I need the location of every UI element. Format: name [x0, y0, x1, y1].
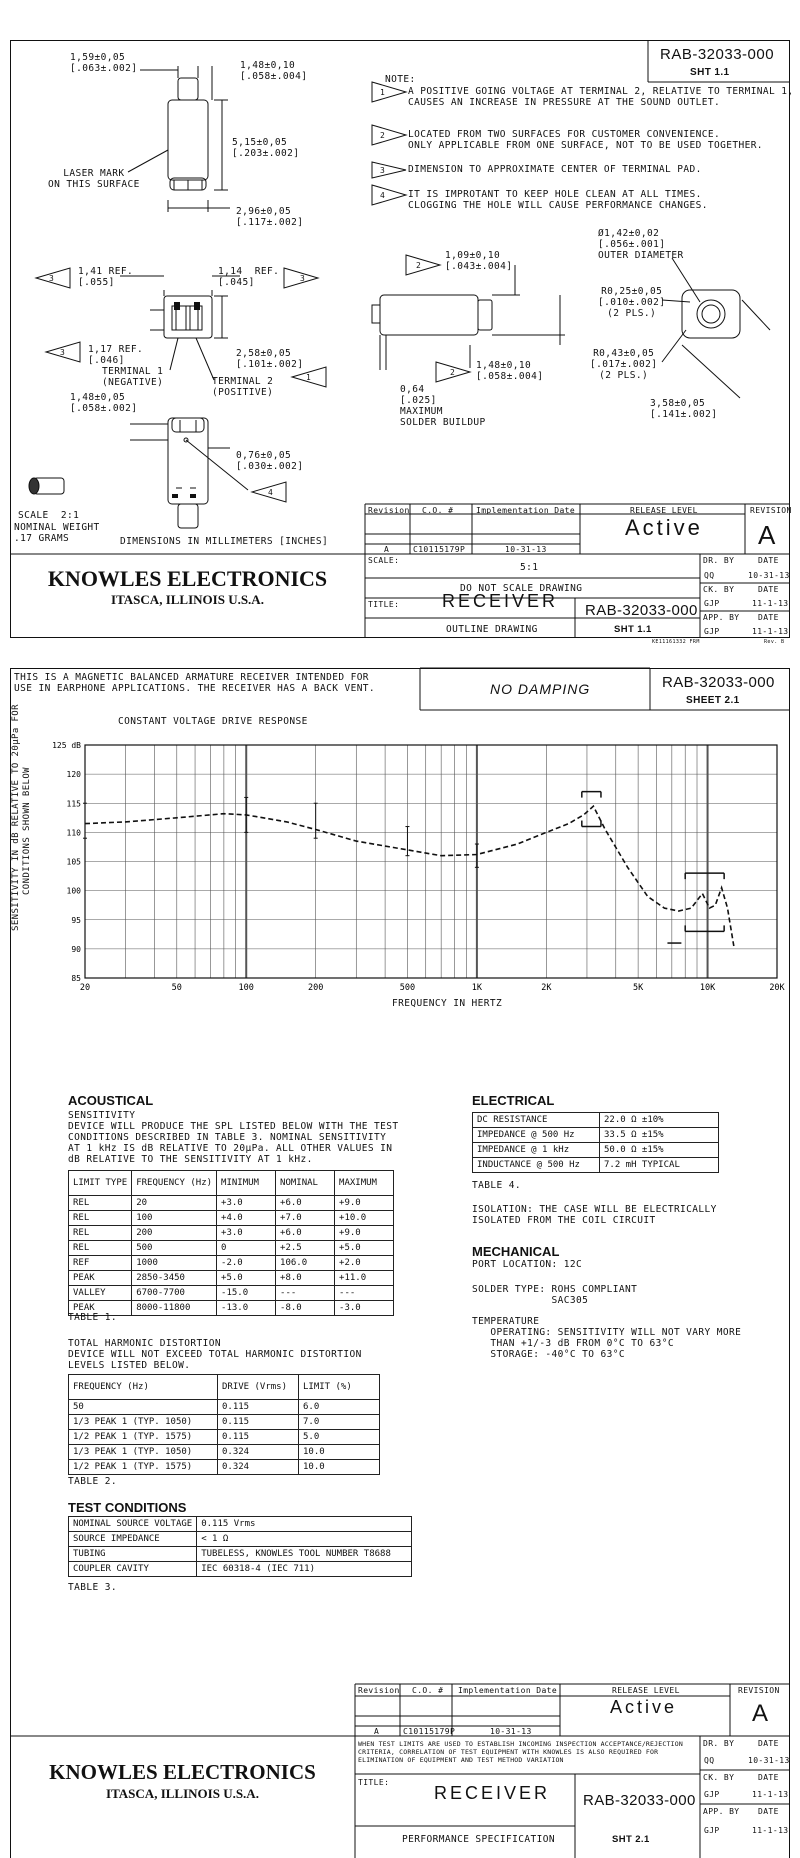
t1-cell: 20 [132, 1196, 217, 1211]
t1-h-min: MINIMUM [217, 1171, 276, 1196]
t1-cell: -15.0 [217, 1286, 276, 1301]
t1-cell: +5.0 [217, 1271, 276, 1286]
sheet2-title-sheet: SHT 2.1 [612, 1834, 650, 1845]
rev-header-date: Implementation Date [476, 506, 576, 515]
checked-by-name: GJP [704, 599, 720, 608]
t4-cell: DC RESISTANCE [473, 1113, 600, 1128]
x-tick-label: 100 [238, 983, 254, 993]
note-1-num: 1 [380, 88, 386, 97]
t1-cell: +8.0 [276, 1271, 335, 1286]
dim-13: 0,64 [.025] MAXIMUM SOLDER BUILDUP [400, 384, 486, 428]
t1-cell: -3.0 [335, 1301, 394, 1316]
t2-cell: 0.324 [218, 1460, 299, 1475]
t1-cell: +11.0 [335, 1271, 394, 1286]
t4-cell: INDUCTANCE @ 500 Hz [473, 1158, 600, 1173]
y-tick-label: 95 [71, 915, 81, 925]
test-conditions-heading: TEST CONDITIONS [68, 1500, 187, 1515]
dim-2: 1,48±0,10 [.058±.004] [240, 60, 308, 82]
s2-checked-by-date: 11-1-13 [752, 1790, 789, 1799]
t1-cell: REL [69, 1241, 132, 1256]
x-tick-label: 5K [632, 983, 644, 993]
t2-row [69, 1460, 380, 1475]
dim-14: Ø1,42±0,02 [.056±.001] OUTER DIAMETER [598, 228, 684, 261]
table-2-caption: TABLE 2. [68, 1476, 117, 1487]
x-tick-label: 500 [399, 983, 416, 993]
dim-7: 1,17 REF. [.046] [88, 344, 144, 366]
t2-cell: 50 [69, 1400, 218, 1415]
rev-header-co: C.O. # [422, 506, 454, 515]
approved-by-date: 11-1-13 [752, 627, 789, 636]
t1-row [69, 1226, 394, 1241]
y-tick-label: 110 [66, 828, 81, 838]
t2-row [69, 1415, 380, 1430]
s2-release-value: Active [610, 1697, 678, 1717]
s2-drawn-by-date: 10-31-13 [748, 1756, 790, 1765]
t1-cell: REL [69, 1226, 132, 1241]
dim-4: 2,96±0,05 [.117±.002] [236, 206, 304, 228]
acoustical-desc: SENSITIVITY DEVICE WILL PRODUCE THE SPL LISTED BELOW WITH THE TEST CONDITIONS DESCRIBED IN TABLE 3. NOMINAL SENSITIVITY AT 1 kHz IS dB RELATIVE TO 20μPa. ALL OTHER VALUES IN dB RELATIVE TO THE SENSITIVITY AT 1 kHz. [68, 1110, 399, 1165]
x-tick-label: 20K [769, 983, 785, 993]
s2-checked-by-date-label: DATE [758, 1773, 779, 1782]
t3-cell: COUPLER CAVITY [69, 1562, 197, 1577]
t4-cell: 50.0 Ω ±15% [600, 1143, 719, 1158]
approved-by-role: APP. BY [703, 613, 740, 622]
t1-cell: REL [69, 1196, 132, 1211]
form-ref: KE11161332 FRM [652, 639, 700, 645]
t1-cell: 0 [217, 1241, 276, 1256]
dim-17: 3,58±0,05 [.141±.002] [650, 398, 718, 420]
s2-rev-header-date: Implementation Date [458, 1686, 558, 1695]
sheet1-subtitle: OUTLINE DRAWING [446, 624, 538, 635]
rev-row-date: 10-31-13 [505, 545, 547, 554]
t1-cell: +6.0 [276, 1196, 335, 1211]
s2-rev-row-revision: A [374, 1727, 380, 1736]
t1-cell: +6.0 [276, 1226, 335, 1241]
t1-row [69, 1241, 394, 1256]
x-tick-label: 50 [171, 983, 182, 993]
t1-cell: 6700-7700 [132, 1286, 217, 1301]
table-3-caption: TABLE 3. [68, 1582, 117, 1593]
t1-cell: 200 [132, 1226, 217, 1241]
t4-row [473, 1158, 719, 1173]
tri-4: 4 [268, 488, 274, 497]
t1-cell: +5.0 [335, 1241, 394, 1256]
sheet2-subtitle: PERFORMANCE SPECIFICATION [402, 1834, 555, 1845]
checked-by-date-label: DATE [758, 585, 779, 594]
sheet1-title-sheet: SHT 1.1 [614, 624, 652, 635]
t2-cell: 10.0 [299, 1445, 380, 1460]
t1-cell: +9.0 [335, 1196, 394, 1211]
t3-row [69, 1532, 412, 1547]
drawn-by-name: QQ [704, 571, 715, 580]
table-1-caption: TABLE 1. [68, 1312, 117, 1323]
t2-cell: 0.115 [218, 1415, 299, 1430]
mechanical-heading: MECHANICAL [472, 1244, 560, 1259]
thd-desc: TOTAL HARMONIC DISTORTION DEVICE WILL NOT EXCEED TOTAL HARMONIC DISTORTION LEVELS LISTED BELOW. [68, 1338, 362, 1371]
chart-title: CONSTANT VOLTAGE DRIVE RESPONSE [118, 716, 308, 727]
isolation-note: ISOLATION: THE CASE WILL BE ELECTRICALLY ISOLATED FROM THE COIL CIRCUIT [472, 1204, 717, 1226]
checked-by-date: 11-1-13 [752, 599, 789, 608]
t2-h-limit: LIMIT (%) [299, 1375, 380, 1400]
t1-cell: +2.5 [276, 1241, 335, 1256]
t2-cell: 7.0 [299, 1415, 380, 1430]
laser-mark-label: LASER MARK ON THIS SURFACE [48, 168, 140, 190]
sheet2-company-location: ITASCA, ILLINOIS U.S.A. [106, 1786, 259, 1801]
sheet2-company-name: KNOWLES ELECTRONICS [49, 1760, 316, 1784]
table-4-caption: TABLE 4. [472, 1180, 521, 1191]
t2-cell: 0.324 [218, 1445, 299, 1460]
units-note: DIMENSIONS IN MILLIMETERS [INCHES] [120, 536, 329, 547]
t1-cell: 106.0 [276, 1256, 335, 1271]
sheet1-company-location: ITASCA, ILLINOIS U.S.A. [111, 592, 264, 607]
y-tick-label: 105 [66, 857, 81, 867]
t3-row [69, 1562, 412, 1577]
t1-cell: --- [335, 1286, 394, 1301]
sheet2-title: RECEIVER [434, 1783, 551, 1803]
port-location: PORT LOCATION: 12C [472, 1259, 583, 1270]
y-tick-label: 120 [66, 770, 81, 780]
test-limits-note: WHEN TEST LIMITS ARE USED TO ESTABLISH INCOMING INSPECTION ACCEPTANCE/REJECTION CRITERIA, CORRELATION OF TEST EQUIPMENT WITH KNOWLES IS ALSO REQUIRED FOR ELIMINATION OF EQUIPMENT AND TEST METHOD VARIATION [358, 1740, 683, 1764]
t4-cell: 33.5 Ω ±15% [600, 1128, 719, 1143]
s2-revision-value: A [752, 1700, 769, 1727]
t3-cell: < 1 Ω [197, 1532, 412, 1547]
t3-cell: TUBELESS, KNOWLES TOOL NUMBER T8688 [197, 1547, 412, 1562]
s2-revision-label: REVISION [738, 1686, 780, 1695]
dim-12: 1,48±0,10 [.058±.004] [476, 360, 544, 382]
t2-cell: 0.115 [218, 1400, 299, 1415]
t1-h-max: MAXIMUM [335, 1171, 394, 1196]
t1-cell: PEAK [69, 1301, 132, 1316]
s2-approved-by-date: 11-1-13 [752, 1826, 789, 1835]
s2-rev-header-co: C.O. # [412, 1686, 444, 1695]
approved-by-name: GJP [704, 627, 720, 636]
approved-by-date-label: DATE [758, 613, 779, 622]
chart-ylabel: SENSITIVITY IN dB RELATIVE TO 20μPa FOR CONDITIONS SHOWN BELOW [11, 704, 32, 931]
release-level-value: Active [625, 515, 703, 540]
revision-label: REVISION [750, 506, 792, 515]
drawn-by-role: DR. BY [703, 556, 735, 565]
dim-5: 1,41 REF. [.055] [78, 266, 134, 288]
note-3-num: 3 [380, 166, 386, 175]
t3-row [69, 1547, 412, 1562]
sheet2-sheet-label: SHEET 2.1 [686, 695, 740, 706]
s2-approved-by-role: APP. BY [703, 1807, 740, 1816]
s2-rev-row-date: 10-31-13 [490, 1727, 532, 1736]
t1-cell: REF [69, 1256, 132, 1271]
t2-cell: 1/2 PEAK 1 (TYP. 1575) [69, 1430, 218, 1445]
rev-row-co: C10115179P [413, 545, 466, 554]
note-2-num: 2 [380, 131, 386, 140]
s2-rev-header-revision: Revision [358, 1686, 400, 1695]
t4-cell: 22.0 Ω ±10% [600, 1113, 719, 1128]
y-tick-label: 85 [71, 974, 81, 983]
scale-label: SCALE: [368, 556, 400, 565]
t1-cell: 100 [132, 1211, 217, 1226]
s2-drawn-by-name: QQ [704, 1756, 715, 1765]
t4-row [473, 1113, 719, 1128]
scale-value: 5:1 [520, 562, 539, 573]
t1-cell: 8000-11800 [132, 1301, 217, 1316]
t1-row [69, 1256, 394, 1271]
t2-row [69, 1445, 380, 1460]
sheet1-title-docnum: RAB-32033-000 [585, 602, 698, 619]
x-tick-label: 20 [79, 983, 91, 993]
drawn-by-date-label: DATE [758, 556, 779, 565]
t3-cell: NOMINAL SOURCE VOLTAGE [69, 1517, 197, 1532]
s2-checked-by-role: CK. BY [703, 1773, 735, 1782]
note-4-text: IT IS IMPROTANT TO KEEP HOLE CLEAN AT ALL TIMES. CLOGGING THE HOLE WILL CAUSE PERFORMANCE CHANGES. [408, 189, 708, 211]
acoustical-heading: ACOUSTICAL [68, 1093, 154, 1108]
t4-cell: IMPEDANCE @ 1 kHz [473, 1143, 600, 1158]
table-3-test-conditions [68, 1516, 412, 1577]
dim-8: 2,58±0,05 [.101±.002] [236, 348, 304, 370]
t1-h-nom: NOMINAL [276, 1171, 335, 1196]
t4-cell: 7.2 mH TYPICAL [600, 1158, 719, 1173]
t1-cell: +9.0 [335, 1226, 394, 1241]
t1-cell: VALLEY [69, 1286, 132, 1301]
t1-cell: +7.0 [276, 1211, 335, 1226]
table-1-sensitivity [68, 1170, 394, 1316]
t2-h-drive: DRIVE (Vrms) [218, 1375, 299, 1400]
t2-cell: 1/3 PEAK 1 (TYP. 1050) [69, 1415, 218, 1430]
t2-cell: 6.0 [299, 1400, 380, 1415]
t1-row [69, 1286, 394, 1301]
t4-cell: IMPEDANCE @ 500 Hz [473, 1128, 600, 1143]
dim-10: 0,76±0,05 [.030±.002] [236, 450, 304, 472]
t1-cell: 500 [132, 1241, 217, 1256]
t3-cell: TUBING [69, 1547, 197, 1562]
rev-header-revision: Revision [368, 506, 410, 515]
x-tick-label: 10K [699, 983, 716, 993]
t2-cell: 5.0 [299, 1430, 380, 1445]
t1-h-freq: FREQUENCY (Hz) [132, 1171, 217, 1196]
dim-16: R0,43±0,05 [.017±.002] (2 PLS.) [590, 348, 658, 381]
note-1-text: A POSITIVE GOING VOLTAGE AT TERMINAL 2, RELATIVE TO TERMINAL 1, CAUSES AN INCREASE IN PRESSURE AT THE SOUND OUTLET. [408, 86, 794, 108]
y-tick-label: 125 dB [52, 741, 81, 750]
t1-row [69, 1196, 394, 1211]
x-tick-label: 1K [471, 983, 483, 993]
t1-cell: +3.0 [217, 1196, 276, 1211]
s2-checked-by-name: GJP [704, 1790, 720, 1799]
t1-cell: +4.0 [217, 1211, 276, 1226]
t2-cell: 0.115 [218, 1430, 299, 1445]
t2-row [69, 1400, 380, 1415]
sheet1-title: RECEIVER [442, 591, 559, 611]
t1-cell: +10.0 [335, 1211, 394, 1226]
rev-row-revision: A [384, 545, 390, 554]
tri-1: 1 [306, 373, 312, 382]
t2-cell: 1/3 PEAK 1 (TYP. 1050) [69, 1445, 218, 1460]
s2-approved-by-date-label: DATE [758, 1807, 779, 1816]
solder-type: SOLDER TYPE: ROHS COMPLIANT SAC305 [472, 1284, 638, 1306]
t2-row [69, 1430, 380, 1445]
t1-cell: -13.0 [217, 1301, 276, 1316]
s2-release-label: RELEASE LEVEL [612, 1686, 680, 1695]
x-tick-label: 2K [541, 983, 552, 993]
terminal-2-label: TERMINAL 2 (POSITIVE) [212, 376, 274, 398]
t1-row [69, 1211, 394, 1226]
dim-6: 1,14 REF. [.045] [218, 266, 280, 288]
t1-cell: 2850-3450 [132, 1271, 217, 1286]
t1-cell: PEAK [69, 1271, 132, 1286]
note-4-num: 4 [380, 191, 386, 200]
t1-cell: -2.0 [217, 1256, 276, 1271]
scale-note: SCALE 2:1 [18, 510, 80, 521]
tri-2a: 2 [416, 261, 422, 270]
t4-row [473, 1143, 719, 1158]
table-2-thd [68, 1374, 380, 1475]
t1-h-limit: LIMIT TYPE [69, 1171, 132, 1196]
y-tick-label: 115 [66, 799, 81, 809]
tri-3c: 3 [60, 348, 66, 357]
s2-rev-row-co: C10115179P [403, 1727, 456, 1736]
table-4-electrical [472, 1112, 719, 1173]
t1-cell: --- [276, 1286, 335, 1301]
t3-row [69, 1517, 412, 1532]
weight-note: NOMINAL WEIGHT .17 GRAMS [14, 522, 100, 544]
dim-1: 1,59±0,05 [.063±.002] [70, 52, 138, 74]
t1-cell: -8.0 [276, 1301, 335, 1316]
drawn-by-date: 10-31-13 [748, 571, 790, 580]
s2-title-label: TITLE: [358, 1778, 390, 1787]
s2-approved-by-name: GJP [704, 1826, 720, 1835]
s2-drawn-by-role: DR. BY [703, 1739, 735, 1748]
dim-9: 1,48±0,05 [.058±.002] [70, 392, 138, 414]
y-tick-label: 90 [71, 944, 81, 954]
sheet1-company-name: KNOWLES ELECTRONICS [47, 566, 328, 591]
sheet2-doc-number: RAB-32033-000 [662, 674, 775, 691]
y-tick-label: 100 [66, 886, 81, 896]
checked-by-role: CK. BY [703, 585, 735, 594]
x-tick-label: 200 [307, 983, 324, 993]
sheet2-intro: THIS IS A MAGNETIC BALANCED ARMATURE RECEIVER INTENDED FOR USE IN EARPHONE APPLICATIONS. THE RECEIVER HAS A BACK VENT. [14, 672, 376, 694]
temperature-spec: TEMPERATURE OPERATING: SENSITIVITY WILL NOT VARY MORE THAN +1/-3 dB FROM 0°C TO 63°C STORAGE: -40°C TO 63°C [472, 1316, 742, 1360]
t4-row [473, 1128, 719, 1143]
t2-cell: 1/2 PEAK 1 (TYP. 1575) [69, 1460, 218, 1475]
terminal-1-label: TERMINAL 1 (NEGATIVE) [102, 366, 164, 388]
t2-h-freq: FREQUENCY (Hz) [69, 1375, 218, 1400]
t1-cell: +3.0 [217, 1226, 276, 1241]
s2-drawn-by-date-label: DATE [758, 1739, 779, 1748]
tri-3a: 3 [49, 274, 55, 283]
tri-3b: 3 [300, 274, 306, 283]
t1-row [69, 1301, 394, 1316]
note-3-text: DIMENSION TO APPROXIMATE CENTER OF TERMINAL PAD. [408, 164, 702, 175]
t1-row [69, 1271, 394, 1286]
t3-cell: IEC 60318-4 (IEC 711) [197, 1562, 412, 1577]
t3-cell: 0.115 Vrms [197, 1517, 412, 1532]
revision-value: A [758, 520, 776, 550]
release-level-label: RELEASE LEVEL [630, 506, 698, 515]
damping-label: NO DAMPING [490, 681, 591, 697]
form-rev: Rev. B [764, 639, 785, 645]
title-label: TITLE: [368, 600, 400, 609]
dim-11: 1,09±0,10 [.043±.004] [445, 250, 513, 272]
sheet1-sheet-label: SHT 1.1 [690, 67, 730, 78]
dim-15: R0,25±0,05 [.010±.002] (2 PLS.) [598, 286, 666, 319]
dim-3: 5,15±0,05 [.203±.002] [232, 137, 300, 159]
electrical-heading: ELECTRICAL [472, 1093, 555, 1108]
sheet2-title-docnum: RAB-32033-000 [583, 1792, 696, 1809]
notes-title: NOTE: [385, 74, 416, 85]
t3-cell: SOURCE IMPEDANCE [69, 1532, 197, 1547]
t1-cell: REL [69, 1211, 132, 1226]
sheet1-doc-number: RAB-32033-000 [660, 46, 775, 63]
t1-cell: +2.0 [335, 1256, 394, 1271]
note-2-text: LOCATED FROM TWO SURFACES FOR CUSTOMER CONVENIENCE. ONLY APPLICABLE FROM ONE SURFACE, NOT TO BE USED TOGETHER. [408, 129, 763, 151]
chart-xlabel: FREQUENCY IN HERTZ [392, 998, 503, 1009]
do-not-scale: DO NOT SCALE DRAWING [460, 583, 583, 594]
t2-cell: 10.0 [299, 1460, 380, 1475]
tri-2b: 2 [450, 368, 456, 377]
t1-cell: 1000 [132, 1256, 217, 1271]
